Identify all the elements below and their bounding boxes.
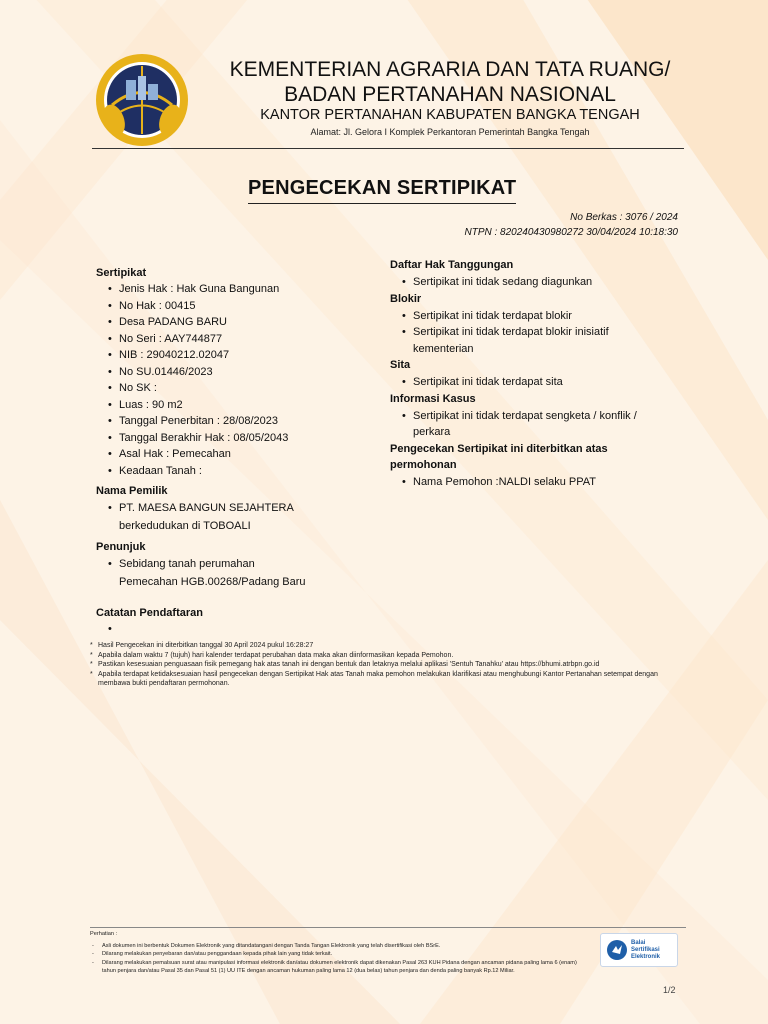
sertipikat-list: [96, 281, 386, 479]
bsre-label: Balai Sertifikasi Elektronik: [631, 940, 661, 960]
blokir-heading: Blokir: [390, 292, 422, 305]
catatan-heading: Catatan Pendaftaran: [96, 607, 203, 619]
kasus-heading: Informasi Kasus: [390, 392, 476, 405]
note-item: * Hasil Pengecekan ini diterbitkan tanggal 30 April 2024 pukul 16:28:27: [90, 642, 314, 649]
header-divider: [92, 148, 684, 149]
pemilik-heading: Nama Pemilik: [96, 485, 168, 497]
footer-item: - Asli dokumen ini berbentuk Dokumen Elektronik yang ditandatangani dengan Tanda Tangan Elektronik yang telah disertifikasi oleh BSrE.: [92, 943, 441, 950]
footer-divider: [90, 927, 686, 928]
penunjuk-heading: Penunjuk: [96, 541, 146, 553]
footer-notice: [90, 930, 590, 975]
left-column: [96, 263, 386, 638]
list-item: • Luas : 90 m2: [108, 398, 183, 411]
list-item: • Sertipikat ini tidak terdapat blokir: [402, 309, 572, 322]
list-item: • Sebidang tanah perumahan Pemecahan HGB.00268/Padang Baru: [108, 558, 306, 588]
sertipikat-heading: Sertipikat: [96, 267, 147, 279]
list-item: • PT. MAESA BANGUN SEJAHTERA berkedudukan di TOBOALI: [108, 502, 294, 532]
file-number: No Berkas : 3076 / 2024: [570, 212, 678, 223]
hak-tanggungan-heading: Daftar Hak Tanggungan: [390, 259, 514, 271]
bpn-logo: [92, 50, 192, 150]
list-item: • Nama Pemohon :NALDI selaku PPAT: [402, 475, 597, 488]
bsre-logo-icon: [606, 939, 628, 961]
list-item: • No SK :: [108, 382, 157, 394]
document-title: PENGECEKAN SERTIPIKAT: [248, 177, 516, 204]
catatan-list: [96, 621, 386, 638]
ministry-title: [200, 57, 700, 107]
list-item: • Tanggal Berakhir Hak : 08/05/2043: [108, 431, 289, 444]
footer-heading: Perhatian :: [90, 931, 118, 937]
note-item: * Apabila dalam waktu 7 (tujuh) hari kalender terdapat perubahan data maka akan diinformasikan kepada Pemohon.: [90, 651, 454, 659]
sita-list: [390, 374, 680, 391]
list-item: • Keadaan Tanah :: [108, 464, 202, 477]
kasus-list: [390, 408, 680, 441]
list-item: • Sertipikat ini tidak terdapat blokir inisiatif kementerian: [402, 326, 609, 355]
office-address: Alamat: Jl. Gelora I Komplek Perkantoran Pemerintah Bangka Tengah: [310, 127, 590, 137]
permohonan-list: [390, 474, 680, 491]
list-item: • Jenis Hak : Hak Guna Bangunan: [108, 283, 280, 295]
hak-tanggungan-list: [390, 274, 680, 291]
list-item: • Tanggal Penerbitan : 28/08/2023: [108, 415, 279, 427]
footer-item: - Dilarang melakukan penyebaran dan/atau penggandaan kepada pihak lain yang tidak terkait.: [92, 951, 333, 958]
list-item: • No SU.01446/2023: [108, 365, 213, 378]
ntpn-number: NTPN : 820240430980272 30/04/2024 10:18:30: [464, 227, 678, 238]
list-item: • Sertipikat ini tidak terdapat sita: [402, 376, 563, 388]
note-item: * Apabila terdapat ketidaksesuaian hasil pengecekan dengan Sertipikat Hak atas Tanah maka pemohon melakukan klarifikasi atau menghubungi Kantor Pertanahan setempat dengan membawa bukti pendaftaran permohonan.: [90, 670, 658, 687]
ministry-title-line1: KEMENTERIAN AGRARIA DAN TATA RUANG/: [229, 58, 671, 81]
blokir-list: [390, 308, 680, 358]
note-item: * Pastikan kesesuaian penguasaan fisik pemegang hak atas tanah ini dengan bentuk dan letaknya melalui aplikasi 'Sentuh Tanahku' atau https://bhumi.atrbpn.go.id: [90, 661, 600, 668]
list-item: •: [108, 623, 112, 635]
ministry-title-line2: BADAN PERTANAHAN NASIONAL: [284, 83, 616, 106]
footer-item: - Dilarang melakukan pemalsuan surat atau manipulasi informasi elektronik dan/atau dokumen elektronik dapat dikenakan Pasal 263 KUH Pidana dengan ancaman pidana paling lama 6 (enam) tahun penjara dan/atau Pasal 35 dan Pasal 51 (1) UU ITE dengan ancaman hukuman paling lama 12 (dua belas) tahun penjara dan denda paling banyak Rp.12 Miliar.: [92, 959, 577, 974]
pemilik-list: [96, 499, 386, 535]
list-item: • No Hak : 00415: [108, 299, 196, 312]
list-item: • Desa PADANG BARU: [108, 316, 227, 328]
bsre-badge: [600, 933, 678, 967]
right-column: [390, 257, 680, 490]
office-name: KANTOR PERTANAHAN KABUPATEN BANGKA TENGAH: [260, 107, 640, 123]
list-item: • Sertipikat ini tidak sedang diagunkan: [402, 276, 593, 288]
list-item: • Asal Hak : Pemecahan: [108, 448, 231, 460]
penunjuk-list: [96, 555, 386, 591]
list-item: • Sertipikat ini tidak terdapat sengketa / konflik / perkara: [402, 409, 637, 438]
notes: [90, 641, 690, 689]
permohonan-heading: Pengecekan Sertipikat ini diterbitkan atas permohonan: [390, 442, 608, 471]
list-item: • NIB : 29040212.02047: [108, 349, 230, 361]
page-number: 1/2: [663, 985, 676, 995]
sita-heading: Sita: [390, 359, 411, 371]
list-item: • No Seri : AAY744877: [108, 332, 223, 345]
